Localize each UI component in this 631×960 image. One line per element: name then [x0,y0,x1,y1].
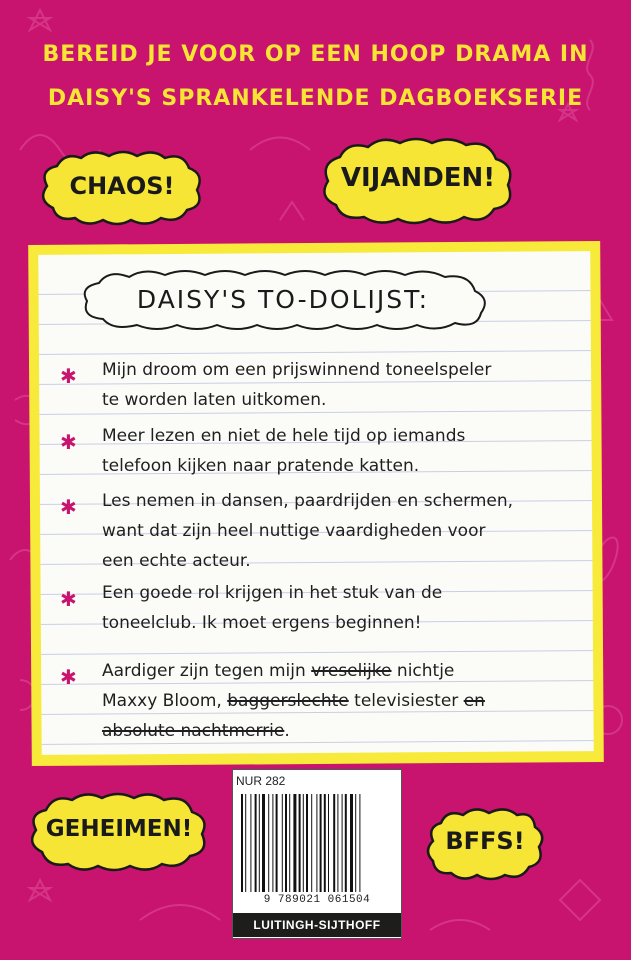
todo-item-line [102,656,580,686]
barcode-bar [262,794,265,892]
todo-item-line: een echte acteur. [102,551,251,571]
todo-item-line: Les nemen in dansen, paardrijden en schermen, [102,491,514,511]
text-run: . [284,721,290,741]
todo-item [60,578,580,638]
barcode-bar [342,794,343,892]
todo-card-title-cloud [73,265,493,333]
todo-item-line: telefoon kijken naar pratende katten. [102,456,420,476]
barcode-bar [306,794,308,892]
nur-code: NUR 282 [236,774,396,792]
badge-vijanden-label: VIJANDEN! [340,163,496,193]
badge-chaos [37,148,207,226]
barcode-bar [311,794,312,892]
struck-word: en [463,691,485,711]
barcode-bar [276,794,278,892]
pink-star-bullet-icon: ✱ [60,665,77,689]
pink-star-bullet-icon: ✱ [60,430,77,454]
barcode-bar [345,794,347,892]
todo-item [60,421,580,481]
todo-item-line: Meer lezen en niet de hele tijd op iemands [102,426,466,446]
barcode-bar [282,794,283,892]
barcode-bar [299,794,301,892]
barcode-bar [289,794,290,892]
headline-line-1: BEREID JE VOOR OP EEN HOOP DRAMA IN [42,42,589,67]
text-run: nichtje [391,661,455,681]
isbn-number: 9 789021 061504 [263,894,371,906]
barcode-bar [272,794,273,892]
struck-word: baggerslechte [227,691,349,711]
barcode-bar [259,794,260,892]
todo-item-line: Mijn droom om een prijswinnend toneelspeler [102,360,492,380]
barcode-bar [255,794,257,892]
todo-item-line: toneelclub. Ik moet ergens beginnen! [102,613,422,633]
struck-word: vreselijke [311,661,392,681]
todo-item-line: want dat zijn heel nuttige vaardigheden voor [102,521,486,541]
todo-item-line [102,716,580,746]
barcode-bar [359,794,360,892]
barcode-bar [328,794,329,892]
barcode-block [232,769,402,939]
todo-item [60,355,580,415]
todo-item-line: te worden laten uitkomen. [102,390,327,410]
todo-item-line [102,686,580,716]
barcode-bar [293,794,296,892]
badge-bffs-label: BFFS! [445,827,525,855]
badge-geheimen-label: GEHEIMEN! [45,816,193,842]
barcode-bar [333,794,335,892]
barcode-bar [320,794,322,892]
barcode-bar [337,794,338,892]
barcode-bar [316,794,317,892]
barcode-bar [355,794,356,892]
barcode-bars [239,794,393,892]
barcode-bar [268,794,269,892]
barcode-bar [245,794,246,892]
barcode-bar [324,794,326,892]
todo-card-title: DAISY'S TO-DOLIJST: [136,285,430,314]
badge-chaos-label: CHAOS! [69,172,175,200]
pink-star-bullet-icon: ✱ [60,587,77,611]
struck-phrase: absolute nachtmerrie [102,721,285,741]
badge-vijanden [318,135,518,227]
badge-geheimen [26,790,212,872]
barcode-bar [241,794,243,892]
barcode-bar [350,794,353,892]
barcode-bar [303,794,304,892]
todo-item [60,486,580,576]
publisher-name: LUITINGH-SIJTHOFF [233,913,401,937]
text-run: Aardiger zijn tegen mijn [102,661,312,681]
todo-item [60,656,580,746]
text-run: Maxxy Bloom, [102,691,228,711]
barcode-bar [285,794,287,892]
text-run: televisiester [348,691,464,711]
badge-bffs [425,805,545,881]
headline-line-2: DAISY'S SPRANKELENDE DAGBOEKSERIE [47,86,584,111]
pink-star-bullet-icon: ✱ [60,495,77,519]
pink-star-bullet-icon: ✱ [60,364,77,388]
todo-item-line: Een goede rol krijgen in het stuk van de [102,583,443,603]
barcode-bar [250,794,251,892]
